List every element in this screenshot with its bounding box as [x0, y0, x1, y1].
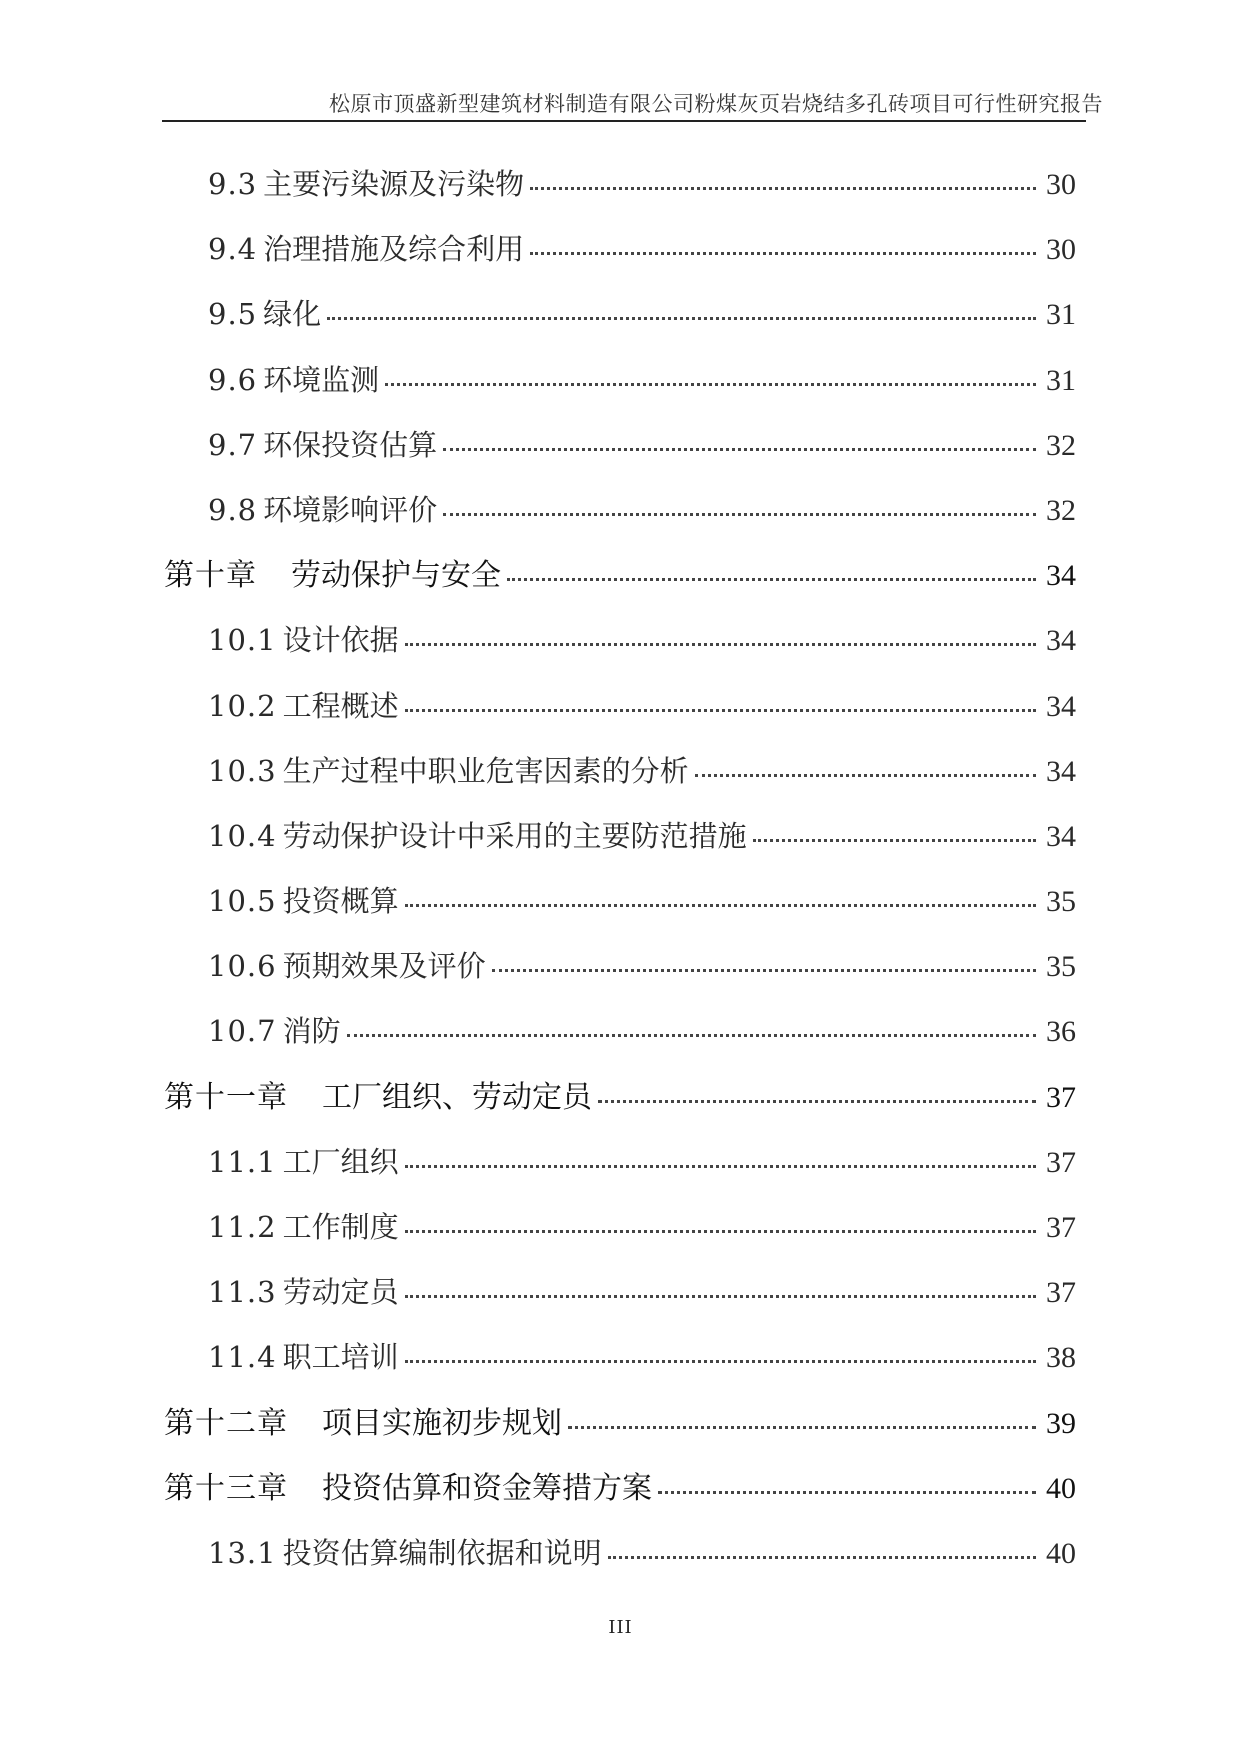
toc-entry-title: 设计依据 — [282, 623, 399, 658]
toc-entry-10-5[interactable] — [164, 869, 1076, 934]
toc-entry-page: 34 — [1046, 754, 1076, 788]
toc-entry-10-4[interactable] — [164, 804, 1076, 869]
dot-leader — [405, 642, 1036, 646]
toc-entry-page: 40 — [1046, 1536, 1076, 1570]
toc-entry-number: 9.7 — [208, 427, 258, 462]
header-rule — [162, 120, 1086, 122]
toc-entry-11-4[interactable] — [164, 1325, 1076, 1390]
dot-leader — [695, 773, 1036, 777]
toc-entry-9-6[interactable] — [164, 348, 1076, 413]
dot-leader — [598, 1099, 1036, 1103]
dot-leader — [327, 316, 1036, 320]
toc-chapter-title: 投资估算和资金筹措方案 — [322, 1470, 652, 1506]
dot-leader — [608, 1555, 1036, 1559]
toc-chapter-13[interactable] — [164, 1456, 1076, 1521]
toc-entry-9-3[interactable] — [164, 152, 1076, 217]
toc-entry-page: 35 — [1046, 885, 1076, 919]
toc-entry-number: 11.4 — [208, 1340, 277, 1375]
toc-chapter-number: 第十一章 — [164, 1079, 288, 1115]
dot-leader — [385, 382, 1036, 386]
toc-entry-title: 工作制度 — [282, 1210, 399, 1244]
toc-entry-title: 生产过程中职业危害因素的分析 — [282, 753, 689, 788]
toc-entry-page: 35 — [1046, 950, 1076, 984]
toc-entry-number: 11.3 — [208, 1275, 277, 1310]
dot-leader — [443, 512, 1036, 516]
toc-entry-page: 37 — [1046, 1080, 1076, 1114]
toc-entry-page: 37 — [1046, 1145, 1076, 1179]
toc-entry-page: 37 — [1046, 1276, 1076, 1310]
toc-entry-number: 10.4 — [208, 818, 277, 853]
toc-entry-number: 9.3 — [208, 167, 258, 201]
toc-entry-page: 31 — [1046, 363, 1076, 397]
toc-chapter-title: 项目实施初步规划 — [322, 1405, 562, 1441]
dot-leader — [530, 186, 1036, 190]
toc-entry-page: 30 — [1046, 233, 1076, 267]
toc-chapter-10[interactable] — [164, 543, 1076, 608]
dot-leader — [753, 838, 1036, 842]
dot-leader — [405, 1164, 1036, 1168]
toc-entry-page: 34 — [1046, 559, 1076, 593]
toc-entry-title: 职工培训 — [282, 1340, 399, 1375]
toc-entry-page: 34 — [1046, 689, 1076, 723]
toc-entry-title: 治理措施及综合利用 — [263, 232, 525, 267]
toc-entry-page: 39 — [1046, 1406, 1076, 1440]
toc-entry-10-3[interactable] — [164, 739, 1076, 804]
toc-entry-title: 劳动保护设计中采用的主要防范措施 — [282, 818, 747, 853]
dot-leader — [405, 708, 1036, 712]
toc-entry-9-4[interactable] — [164, 217, 1076, 282]
dot-leader — [658, 1490, 1036, 1494]
toc-entry-number: 10.6 — [208, 949, 277, 984]
toc-entry-page: 30 — [1046, 168, 1076, 201]
dot-leader — [492, 968, 1036, 972]
toc-entry-number: 10.7 — [208, 1014, 277, 1049]
toc-entry-number: 11.2 — [208, 1210, 277, 1244]
toc-entry-page: 32 — [1046, 493, 1076, 527]
toc-chapter-number: 第十三章 — [164, 1470, 288, 1506]
toc-entry-title: 工程概述 — [282, 688, 399, 723]
dot-leader — [405, 903, 1036, 907]
toc-entry-9-7[interactable] — [164, 413, 1076, 478]
toc-entry-10-6[interactable] — [164, 934, 1076, 999]
toc-entry-title: 工厂组织 — [282, 1144, 399, 1179]
toc-entry-9-8[interactable] — [164, 478, 1076, 543]
toc-entry-number: 13.1 — [208, 1535, 277, 1570]
toc-entry-page: 37 — [1046, 1211, 1076, 1244]
toc-entry-number: 10.5 — [208, 884, 277, 919]
toc-entry-number: 9.6 — [208, 362, 258, 397]
toc-entry-number: 9.5 — [208, 297, 258, 332]
toc-entry-9-5[interactable] — [164, 282, 1076, 347]
toc-entry-page: 32 — [1046, 428, 1076, 462]
toc-entry-page: 34 — [1046, 819, 1076, 853]
toc-entry-number: 10.3 — [208, 753, 277, 788]
toc-entry-title: 预期效果及评价 — [282, 949, 486, 984]
dot-leader — [530, 251, 1036, 255]
dot-leader — [568, 1425, 1036, 1429]
toc-entry-page: 34 — [1046, 624, 1076, 658]
toc-entry-title: 劳动定员 — [282, 1275, 399, 1310]
toc-entry-title: 投资概算 — [282, 884, 399, 919]
toc-entry-number: 10.1 — [208, 623, 277, 658]
toc-entry-page: 31 — [1046, 298, 1076, 332]
toc-entry-number: 11.1 — [208, 1144, 277, 1179]
dot-leader — [405, 1294, 1036, 1298]
toc-entry-title: 环保投资估算 — [263, 427, 438, 462]
toc-entry-10-2[interactable] — [164, 674, 1076, 739]
toc-entry-10-7[interactable] — [164, 999, 1076, 1064]
toc-entry-11-1[interactable] — [164, 1130, 1076, 1195]
dot-leader — [405, 1229, 1036, 1233]
toc-chapter-title: 工厂组织、劳动定员 — [322, 1079, 592, 1115]
dot-leader — [507, 577, 1036, 581]
toc-entry-page: 40 — [1046, 1471, 1076, 1505]
page-number: III — [608, 1617, 633, 1638]
toc-entry-title: 环境监测 — [263, 362, 380, 397]
toc-chapter-number: 第十章 — [164, 558, 257, 594]
toc-entry-title: 主要污染源及污染物 — [263, 167, 525, 201]
toc-entry-number: 9.8 — [208, 492, 258, 527]
toc-entry-11-3[interactable] — [164, 1260, 1076, 1325]
toc-chapter-number: 第十二章 — [164, 1405, 288, 1441]
toc-entry-title: 投资估算编制依据和说明 — [282, 1535, 602, 1570]
toc-entry-10-1[interactable] — [164, 608, 1076, 673]
dot-leader — [405, 1359, 1036, 1363]
toc-entry-number: 10.2 — [208, 688, 277, 723]
toc-entry-title: 绿化 — [263, 297, 322, 332]
toc-entry-page: 36 — [1046, 1015, 1076, 1049]
toc-entry-title: 消防 — [282, 1014, 341, 1049]
dot-leader — [443, 447, 1036, 451]
toc-entry-13-1[interactable] — [164, 1521, 1076, 1586]
toc-entry-page: 38 — [1046, 1341, 1076, 1375]
toc-entry-title: 环境影响评价 — [263, 492, 438, 527]
toc-chapter-11[interactable] — [164, 1065, 1076, 1130]
toc-entry-number: 9.4 — [208, 232, 258, 267]
toc-entry-11-2[interactable] — [164, 1195, 1076, 1260]
dot-leader — [347, 1033, 1036, 1037]
toc-chapter-title: 劳动保护与安全 — [291, 558, 501, 594]
table-of-contents — [164, 152, 1076, 1586]
toc-chapter-12[interactable] — [164, 1391, 1076, 1456]
running-header: 松原市顶盛新型建筑材料制造有限公司粉煤灰页岩烧结多孔砖项目可行性研究报告 — [329, 92, 1103, 116]
